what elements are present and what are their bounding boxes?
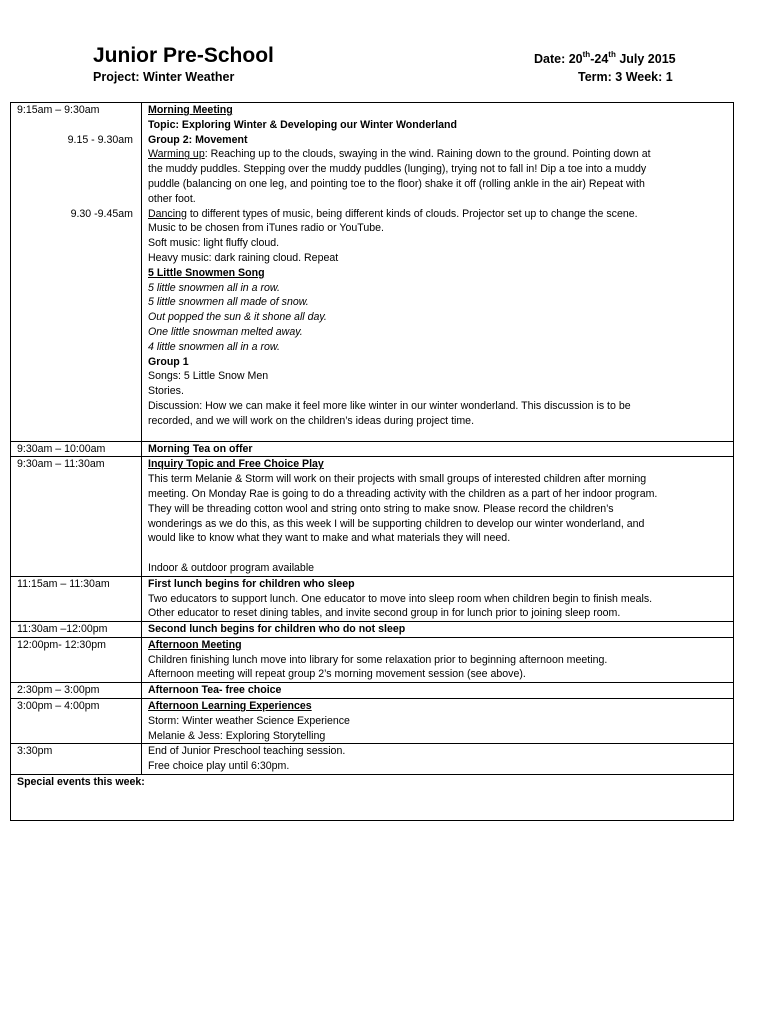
text-line [148,207,729,222]
song-line: 5 little snowmen all made of snow. [148,296,309,309]
activity-cell [142,457,734,576]
section-heading: Inquiry Topic and Free Choice Play [148,458,324,471]
time-cell [11,683,142,699]
time-cell [11,744,142,775]
table-row [11,441,734,457]
group-heading: Group 2: Movement [148,133,248,146]
time-label: 9.15 - 9.30am [67,133,133,146]
topic-line: Topic: Exploring Winter & Developing our Winter Wonderland [148,118,457,131]
text-line: the muddy puddles. Stepping over the muddy puddles (lunging), trying not to fall in! Dip a toe into a muddy [148,163,647,176]
section-heading: Afternoon Tea- free choice [148,684,282,697]
date-sup-2: th [608,50,616,59]
schedule-table [10,102,734,821]
time-label: 12:00pm- 12:30pm [17,638,106,651]
table-row [11,637,734,682]
text-line: This term Melanie & Storm will work on their projects with small groups of interested children after morning [148,473,647,486]
time-cell [11,457,142,576]
activity-cell [142,683,734,699]
text-line: Stories. [148,385,184,398]
table-row [11,576,734,621]
text-line: puddle (balancing on one leg, and pointing toe to the floor) shake it off (rolling ankle in the air) Repeat with [148,177,645,190]
time-cell [11,699,142,744]
table-row [11,103,734,442]
date-suffix: July 2015 [615,52,676,67]
term-label: Term: 3 Week: 1 [578,70,673,84]
text-line: Indoor & outdoor program available [148,561,315,574]
time-cell [11,103,142,442]
section-heading: Afternoon Meeting [148,638,242,651]
text-line: Songs: 5 Little Snow Men [148,370,269,383]
activity-cell [142,622,734,638]
page-title: Junior Pre-School [93,44,274,67]
text-line: Melanie & Jess: Exploring Storytelling [148,729,326,742]
text-line: wonderings as we do this, as this week I will be supporting children to develop our winter wonderland, and [148,517,645,530]
table-row [11,699,734,744]
text-line: Heavy music: dark raining cloud. Repeat [148,251,339,264]
date-label [534,51,676,66]
time-cell [11,576,142,621]
time-label: 9.30 -9.45am [70,207,133,220]
time-label: 2:30pm – 3:00pm [17,684,100,697]
song-line: Out popped the sun & it shone all day. [148,311,327,324]
time-label: 11:30am –12:00pm [17,623,108,636]
text-line [148,147,729,162]
activity-cell [142,744,734,775]
text-line: meeting. On Monday Rae is going to do a threading activity with the children as a part of her indoor program. [148,487,658,500]
text-line: They will be threading cotton wool and string onto string to make snow. Please record the children’s [148,502,614,515]
time-label: 9:15am – 9:30am [17,104,100,116]
activity-cell [142,103,734,442]
activity-cell [142,441,734,457]
table-row [11,457,734,576]
table-row [11,744,734,775]
song-line: 4 little snowmen all in a row. [148,340,280,353]
section-heading: Morning Tea on offer [148,442,253,455]
text-line: other foot. [148,192,196,205]
text-line: Discussion: How we can make it feel more like winter in our winter wonderland. This discussion is to be [148,399,631,412]
project-label: Project: Winter Weather [93,70,235,84]
table-row [11,683,734,699]
date-mid: -24 [590,52,609,67]
warming-up-label: Warming up [148,148,205,161]
warming-up-text: : Reaching up to the clouds, swaying in the wind. Raining down to the ground. Pointing down at [204,148,651,161]
date-sup-1: th [582,50,591,59]
time-label: 3:00pm – 4:00pm [17,700,100,713]
section-heading: Second lunch begins for children who do not sleep [148,623,406,636]
time-label: 3:30pm [17,745,53,758]
section-heading: First lunch begins for children who sleep [148,577,355,590]
section-heading: Morning Meeting [148,104,233,116]
text-line: would like to know what they want to make and what materials they will need. [148,532,511,545]
text-line: Children finishing lunch move into library for some relaxation prior to beginning afternoon meeting. [148,653,608,666]
time-label: 11:15am – 11:30am [17,577,110,590]
song-line: 5 little snowmen all in a row. [148,281,280,294]
time-cell [11,637,142,682]
text-line: Two educators to support lunch. One educator to move into sleep room when children begin to finish meals. [148,592,653,605]
time-cell [11,622,142,638]
dancing-label: Dancing [148,207,187,220]
section-heading: Afternoon Learning Experiences [148,700,312,713]
table-row [11,775,734,821]
dancing-text: to different types of music, being different kinds of clouds. Projector set up to change the scene. [186,207,638,220]
text-line: End of Junior Preschool teaching session. [148,745,346,758]
table-row [11,622,734,638]
time-label: 9:30am – 10:00am [17,442,106,455]
date-prefix: Date: 20 [534,52,583,67]
text-line: Soft music: light fluffy cloud. [148,237,280,250]
song-line: One little snowman melted away. [148,325,303,338]
time-cell [11,441,142,457]
activity-cell [142,576,734,621]
text-line: Free choice play until 6:30pm. [148,760,290,773]
text-line: Afternoon meeting will repeat group 2’s morning movement session (see above). [148,668,526,681]
song-title: 5 Little Snowmen Song [148,266,265,279]
text-line: recorded, and we will work on the children’s ideas during project time. [148,414,475,427]
text-line: Music to be chosen from iTunes radio or YouTube. [148,222,384,235]
special-events-cell [11,775,734,821]
text-line: Storm: Winter weather Science Experience [148,714,350,727]
special-events-label: Special events this week: [17,776,145,789]
activity-cell [142,637,734,682]
activity-cell [142,699,734,744]
group-heading: Group 1 [148,355,189,368]
text-line: Other educator to reset dining tables, and invite second group in for lunch prior to joining sleep room. [148,607,621,620]
time-label: 9:30am – 11:30am [17,458,105,471]
